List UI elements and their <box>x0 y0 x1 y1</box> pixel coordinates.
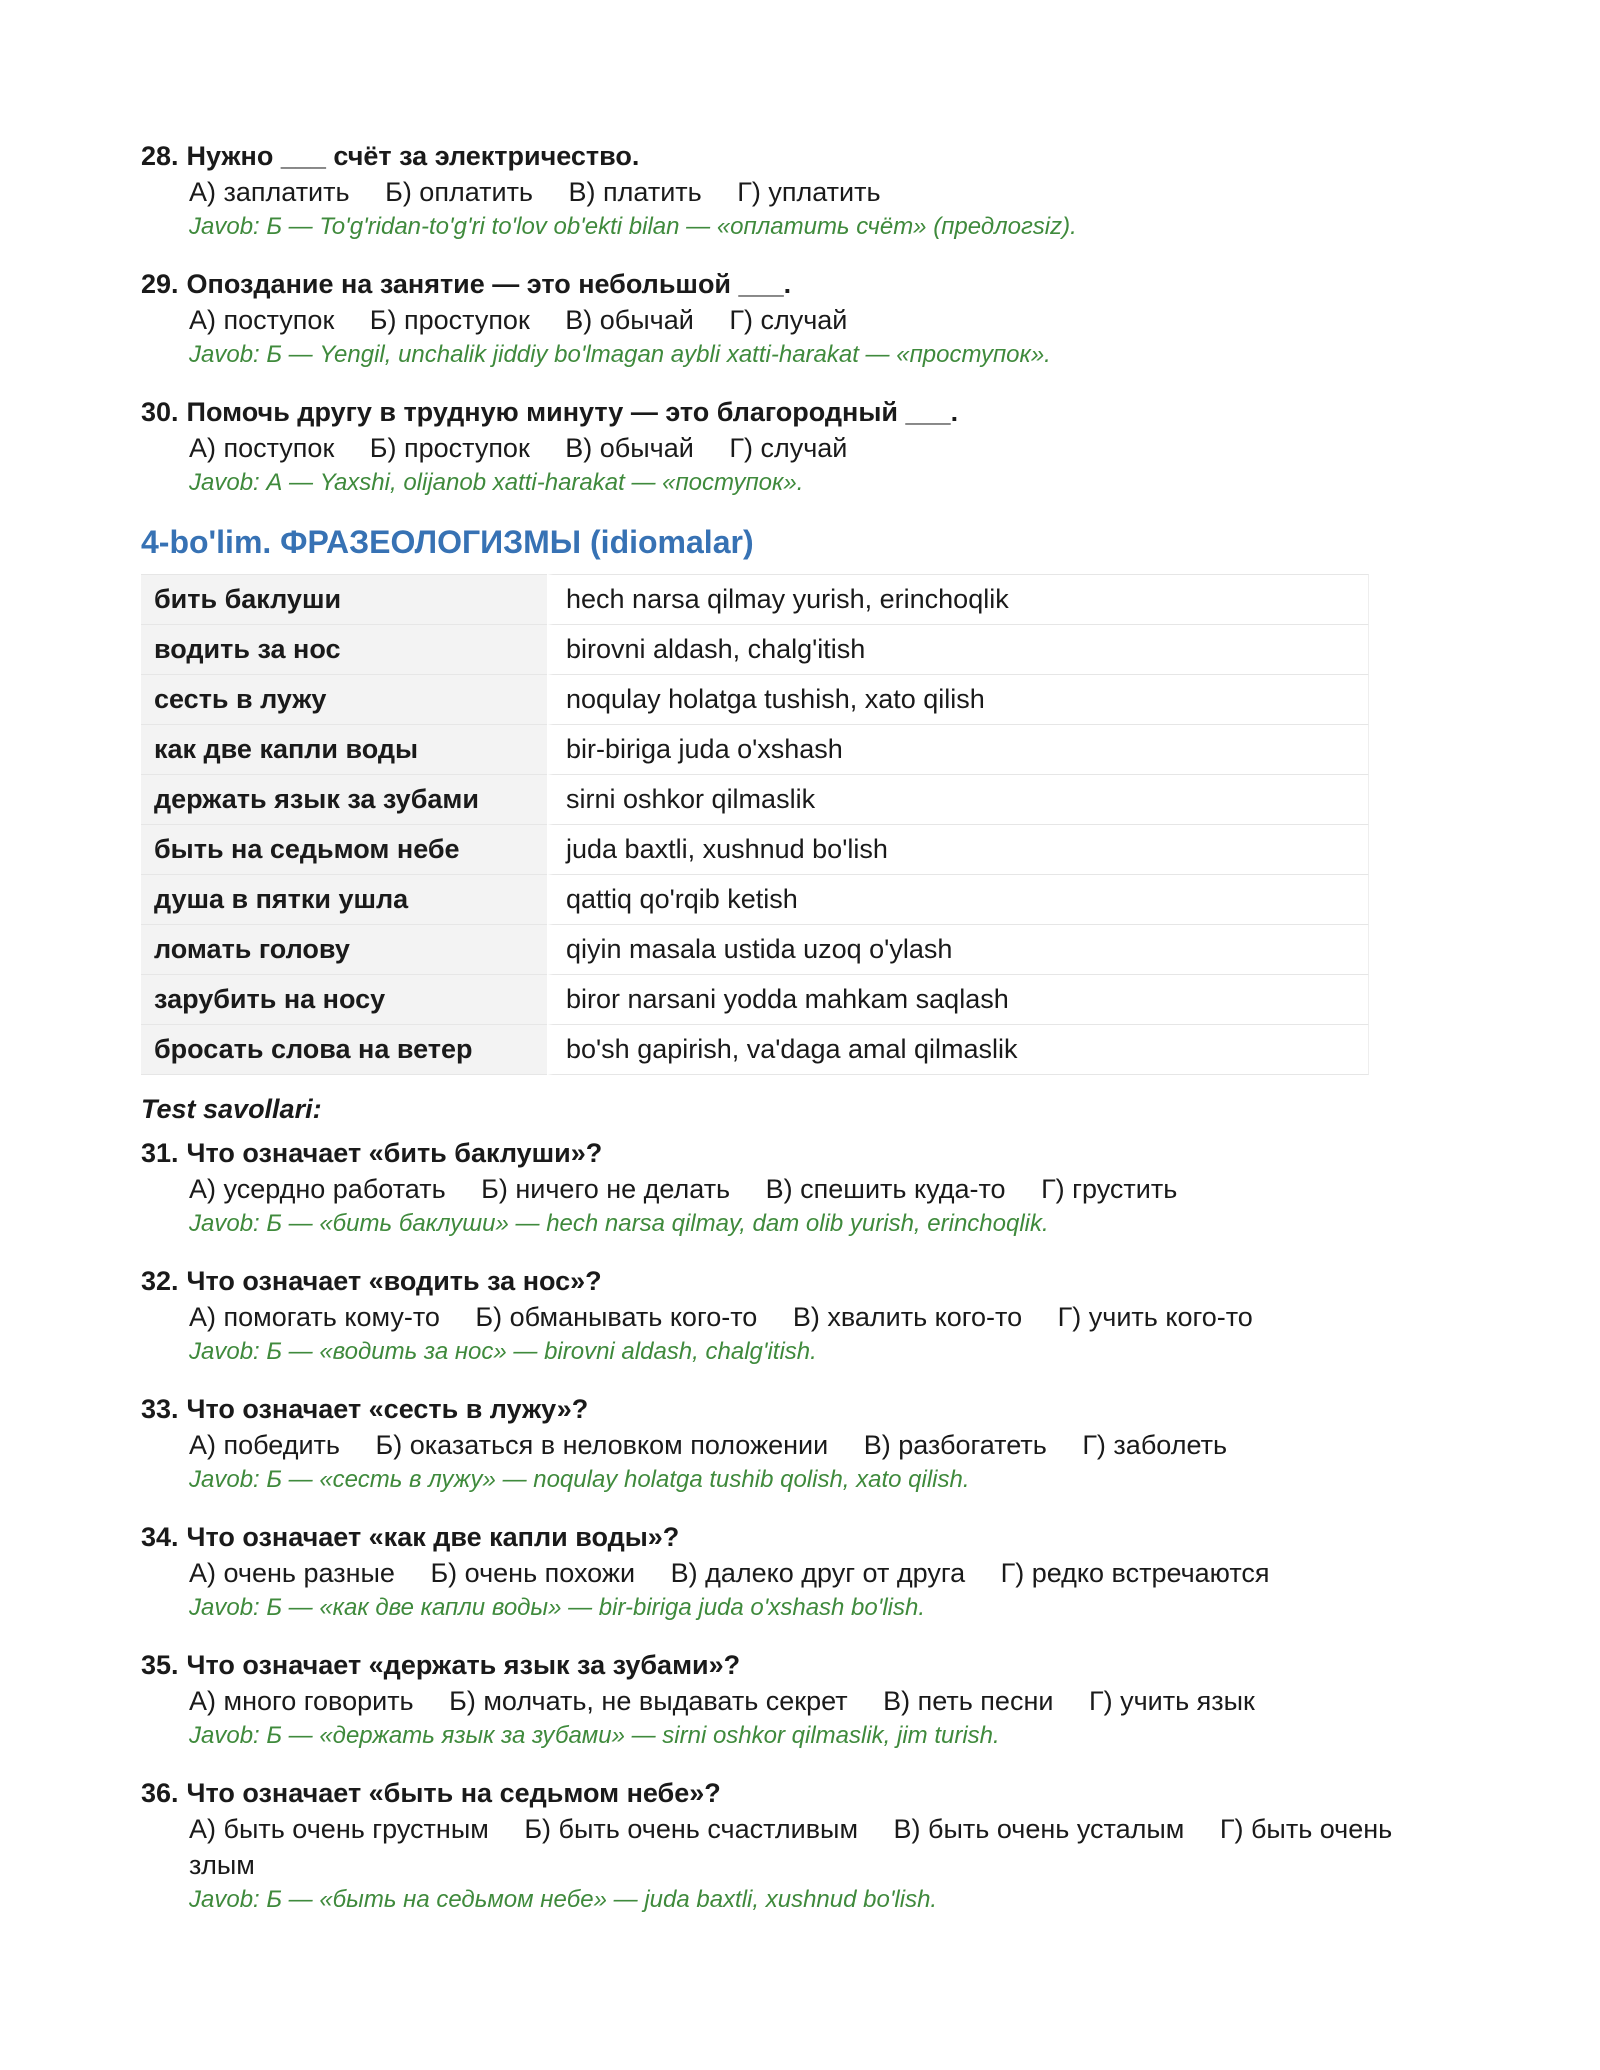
answer-option: В) хвалить кого-то <box>792 1302 1023 1332</box>
idiom-term: сесть в лужу <box>141 675 547 725</box>
answer-option: Б) проступок <box>369 433 530 463</box>
question-title <box>141 138 1471 174</box>
answer-option: В) обычай <box>565 433 694 463</box>
idioms-table <box>141 574 1369 1075</box>
answer-option: А) заплатить <box>189 177 350 207</box>
answer-option: А) очень разные <box>189 1558 395 1588</box>
idiom-row <box>141 975 1369 1025</box>
question-item <box>141 1775 1471 1917</box>
answer-option: А) поступок <box>189 305 335 335</box>
idiom-meaning: sirni oshkor qilmaslik <box>547 775 1369 825</box>
question-number: 28. <box>141 141 179 171</box>
idiom-term: бросать слова на ветер <box>141 1025 547 1075</box>
answer-key: Javob: А — Yaxshi, olijanob xatti-harakat — «поступок». <box>189 469 804 496</box>
question-number: 30. <box>141 397 179 427</box>
answer-option: Б) молчать, не выдавать секрет <box>449 1686 848 1716</box>
question-title <box>141 1391 1471 1427</box>
question-list-part-3 <box>141 138 1471 500</box>
answer-option: Г) быть очень злым <box>189 1814 1393 1880</box>
idiom-row <box>141 625 1369 675</box>
test-label: Test savollari: <box>141 1094 322 1124</box>
question-title <box>141 1135 1471 1171</box>
answer-key: Javob: Б — «как две капли воды» — bir-biriga juda o'xshash bo'lish. <box>189 1594 926 1621</box>
question-number: 32. <box>141 1266 179 1296</box>
question-title <box>141 1519 1471 1555</box>
question-number: 33. <box>141 1394 179 1424</box>
answer-option: А) помогать кому-то <box>189 1302 440 1332</box>
idiom-row <box>141 725 1369 775</box>
answer-option: Б) оказаться в неловком положении <box>375 1430 829 1460</box>
answer-key: Javob: Б — «водить за нос» — birovni aldash, chalg'itish. <box>189 1338 817 1365</box>
idiom-row <box>141 825 1369 875</box>
answer-option: Г) уплатить <box>737 177 881 207</box>
answer-option: А) быть очень грустным <box>189 1814 489 1844</box>
answer-option: А) много говорить <box>189 1686 414 1716</box>
answer-option: Б) очень похожи <box>430 1558 636 1588</box>
idiom-meaning: birovni aldash, chalg'itish <box>547 625 1369 675</box>
question-item <box>141 394 1471 500</box>
answer-key: Javob: Б — To'g'ridan-to'g'ri to'lov ob'ekti bilan — «оплатить счёт» (предлогsiz). <box>189 213 1077 240</box>
question-item <box>141 1135 1471 1241</box>
idiom-row <box>141 925 1369 975</box>
idiom-term: быть на седьмом небе <box>141 825 547 875</box>
answer-options <box>141 174 1471 210</box>
answer-key: Javob: Б — «быть на седьмом небе» — juda baxtli, xushnud bo'lish. <box>189 1886 938 1913</box>
answer-key: Javob: Б — «бить баклуши» — hech narsa qilmay, dam olib yurish, erinchoqlik. <box>189 1210 1049 1237</box>
question-number: 31. <box>141 1138 179 1168</box>
answer-option: В) быть очень усталым <box>893 1814 1185 1844</box>
question-text: Что означает «бить баклуши»? <box>186 1138 603 1168</box>
question-text: Что означает «быть на седьмом небе»? <box>186 1778 721 1808</box>
answer-option: Б) оплатить <box>385 177 534 207</box>
idiom-row <box>141 574 1369 625</box>
answer-option: Г) грустить <box>1041 1174 1178 1204</box>
idiom-term: как две капли воды <box>141 725 547 775</box>
question-text: Что означает «как две капли воды»? <box>186 1522 680 1552</box>
answer-options <box>141 1171 1471 1207</box>
answer-option: В) разбогатеть <box>863 1430 1047 1460</box>
question-text: Нужно ___ счёт за электричество. <box>186 141 640 171</box>
answer-option: А) усердно работать <box>189 1174 446 1204</box>
idiom-meaning: bo'sh gapirish, va'daga amal qilmaslik <box>547 1025 1369 1075</box>
section-title: 4-bo'lim. ФРАЗЕОЛОГИЗМЫ (idiomalar) <box>141 524 754 560</box>
idiom-row <box>141 875 1369 925</box>
answer-option: Б) быть очень счастливым <box>524 1814 859 1844</box>
idiom-term: зарубить на носу <box>141 975 547 1025</box>
question-item <box>141 1263 1471 1369</box>
answer-options <box>141 302 1471 338</box>
question-text: Помочь другу в трудную минуту — это благородный ___. <box>186 397 959 427</box>
answer-option: В) спешить куда-то <box>765 1174 1006 1204</box>
idiom-meaning: juda baxtli, xushnud bo'lish <box>547 825 1369 875</box>
question-text: Опоздание на занятие — это небольшой ___. <box>186 269 792 299</box>
answer-option: В) далеко друг от друга <box>670 1558 966 1588</box>
question-item <box>141 266 1471 372</box>
idiom-term: водить за нос <box>141 625 547 675</box>
idiom-meaning: hech narsa qilmay yurish, erinchoqlik <box>547 574 1369 625</box>
answer-option: Г) редко встречаются <box>1000 1558 1270 1588</box>
question-title <box>141 394 1471 430</box>
idiom-meaning: biror narsani yodda mahkam saqlash <box>547 975 1369 1025</box>
idiom-term: душа в пятки ушла <box>141 875 547 925</box>
idiom-term: бить баклуши <box>141 574 547 625</box>
answer-options <box>141 1683 1471 1719</box>
question-list-part-4 <box>141 1135 1471 1917</box>
answer-option: Г) случай <box>729 433 848 463</box>
question-item <box>141 1391 1471 1497</box>
question-item <box>141 138 1471 244</box>
answer-option: В) обычай <box>565 305 694 335</box>
question-number: 35. <box>141 1650 179 1680</box>
idiom-meaning: noqulay holatga tushish, xato qilish <box>547 675 1369 725</box>
question-text: Что означает «держать язык за зубами»? <box>186 1650 741 1680</box>
answer-options <box>141 430 1471 466</box>
question-item <box>141 1519 1471 1625</box>
idiom-meaning: bir-biriga juda o'xshash <box>547 725 1369 775</box>
answer-option: Г) учить язык <box>1088 1686 1255 1716</box>
answer-options <box>141 1427 1471 1463</box>
answer-option: Б) проступок <box>369 305 530 335</box>
question-number: 34. <box>141 1522 179 1552</box>
answer-options <box>141 1299 1471 1335</box>
answer-key: Javob: Б — «сесть в лужу» — noqulay holatga tushib qolish, xato qilish. <box>189 1466 970 1493</box>
answer-option: Г) заболеть <box>1082 1430 1228 1460</box>
answer-option: Г) случай <box>729 305 848 335</box>
idiom-meaning: qattiq qo'rqib ketish <box>547 875 1369 925</box>
idiom-meaning: qiyin masala ustida uzoq o'ylash <box>547 925 1369 975</box>
question-text: Что означает «водить за нос»? <box>186 1266 602 1296</box>
question-item <box>141 1647 1471 1753</box>
answer-option: А) поступок <box>189 433 335 463</box>
idiom-row <box>141 1025 1369 1075</box>
question-number: 36. <box>141 1778 179 1808</box>
idiom-term: держать язык за зубами <box>141 775 547 825</box>
question-title <box>141 1263 1471 1299</box>
answer-option: В) петь песни <box>883 1686 1054 1716</box>
answer-key: Javob: Б — «держать язык за зубами» — sirni oshkor qilmaslik, jim turish. <box>189 1722 1000 1749</box>
question-number: 29. <box>141 269 179 299</box>
idiom-row <box>141 775 1369 825</box>
answer-option: Г) учить кого-то <box>1057 1302 1253 1332</box>
answer-option: А) победить <box>189 1430 340 1460</box>
question-text: Что означает «сесть в лужу»? <box>186 1394 589 1424</box>
answer-option: В) платить <box>568 177 702 207</box>
idiom-row <box>141 675 1369 725</box>
idiom-term: ломать голову <box>141 925 547 975</box>
question-title <box>141 1775 1471 1811</box>
answer-options <box>141 1811 1471 1883</box>
question-title <box>141 266 1471 302</box>
question-title <box>141 1647 1471 1683</box>
answer-options <box>141 1555 1471 1591</box>
answer-option: Б) ничего не делать <box>481 1174 731 1204</box>
answer-option: Б) обманывать кого-то <box>475 1302 758 1332</box>
answer-key: Javob: Б — Yengil, unchalik jiddiy bo'lmagan aybli xatti-harakat — «проступок». <box>189 341 1051 368</box>
document-content <box>141 138 1471 1939</box>
